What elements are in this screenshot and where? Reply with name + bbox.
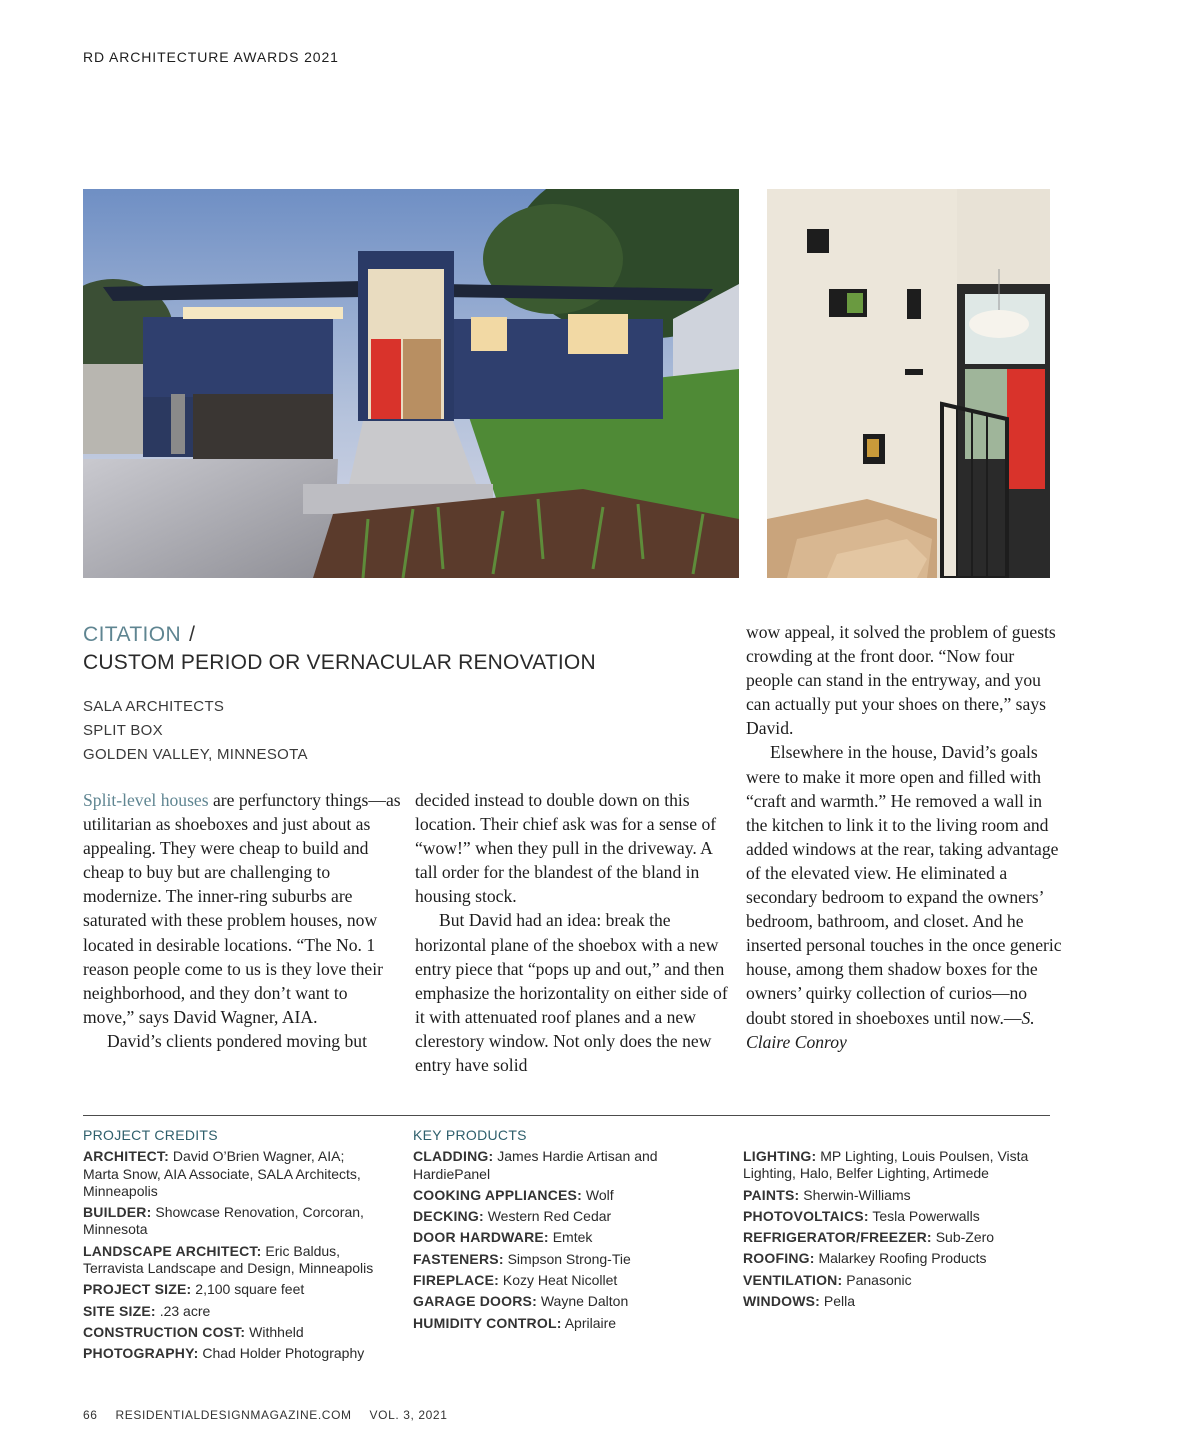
- product-item: [743, 1229, 1050, 1246]
- award-separator: /: [189, 623, 195, 646]
- key-products-column-2: [743, 1148, 1050, 1314]
- page-footer: [83, 1408, 461, 1422]
- product-item: [413, 1187, 713, 1204]
- product-value: MP Lighting, Louis Poulsen, Vista Lighting, Halo, Belfer Lighting, Artimede: [743, 1148, 1029, 1182]
- product-value: Western Red Cedar: [487, 1208, 612, 1225]
- product-label: DECKING:: [413, 1208, 484, 1225]
- product-item: [413, 1293, 713, 1310]
- credit-label: PROJECT SIZE:: [83, 1281, 192, 1298]
- product-value: Malarkey Roofing Products: [818, 1250, 987, 1267]
- product-item: [413, 1229, 713, 1246]
- product-value: Kozy Heat Nicollet: [502, 1272, 618, 1289]
- project-credits-heading: PROJECT CREDITS: [83, 1127, 218, 1143]
- article-paragraph: decided instead to double down on this location. Their chief ask was for a sense of “wow!” when they pull in the driveway. A tall order for the blandest of the bland in housing stock.: [415, 790, 717, 907]
- article-paragraph: But David had an idea: break the horizontal plane of the shoebox with a new entry piece that “pops up and out,” and then emphasize the horizontality on either side of it with attenuated roof planes and a new clerestory window. Not only does the new entry have solid: [415, 910, 728, 1076]
- product-value: Emtek: [552, 1229, 593, 1246]
- product-item: [413, 1148, 713, 1183]
- credit-label: BUILDER:: [83, 1204, 152, 1221]
- interior-stair-illustration: [767, 189, 1050, 578]
- footer-site: RESIDENTIALDESIGNMAGAZINE.COM: [115, 1408, 352, 1422]
- credit-item: [83, 1148, 383, 1200]
- product-label: COOKING APPLIANCES:: [413, 1186, 582, 1203]
- product-label: CLADDING:: [413, 1148, 494, 1165]
- credit-value: Chad Holder Photography: [202, 1345, 365, 1362]
- product-label: WINDOWS:: [743, 1293, 821, 1310]
- product-item: [743, 1208, 1050, 1225]
- project-firm: SALA ARCHITECTS: [83, 698, 225, 715]
- article-paragraph: David’s clients pondered moving but: [107, 1030, 367, 1051]
- article-byline: S. Claire Conroy: [746, 1007, 1035, 1052]
- project-name: SPLIT BOX: [83, 722, 163, 739]
- exterior-house-illustration: [83, 189, 739, 578]
- product-value: Sub-Zero: [935, 1229, 995, 1246]
- credit-value: Showcase Renovation, Corcoran, Minnesota: [83, 1204, 364, 1238]
- credit-value: Eric Baldus, Terravista Landscape and Design, Minneapolis: [83, 1242, 374, 1277]
- article-column-3: [746, 620, 1064, 1054]
- article-column-1: [83, 788, 401, 1053]
- award-category: CITATION: [83, 623, 182, 646]
- product-item: [413, 1251, 713, 1268]
- credit-label: ARCHITECT:: [83, 1148, 169, 1165]
- product-item: [743, 1250, 1050, 1267]
- product-value: Pella: [823, 1293, 856, 1310]
- article-text: Elsewhere in the house, David’s goals were to make it more open and filled with “craft and warmth.” He removed a wall in the kitchen to link it to the living room and added windows at the rear, taking advantage of the elevated view. He eliminated a secondary bedroom to expand the owners’ bedroom, bathroom, and closet. And he inserted personal touches in the once generic house, among them shadow boxes for the owners’ quirky collection of curios—no doubt stored in shoeboxes until now.—: [746, 742, 1062, 1028]
- product-label: GARAGE DOORS:: [413, 1293, 537, 1310]
- product-label: PHOTOVOLTAICS:: [743, 1207, 869, 1224]
- credit-value: .23 acre: [159, 1302, 211, 1319]
- credit-item: [83, 1324, 383, 1341]
- product-item: [743, 1293, 1050, 1310]
- credit-item: [83, 1204, 383, 1239]
- product-item: [413, 1315, 713, 1332]
- award-category-line: [83, 621, 723, 649]
- product-label: FASTENERS:: [413, 1250, 504, 1267]
- product-value: Wolf: [585, 1186, 614, 1203]
- project-location: GOLDEN VALLEY, MINNESOTA: [83, 746, 308, 763]
- product-value: James Hardie Artisan and HardiePanel: [413, 1148, 658, 1182]
- product-item: [743, 1187, 1050, 1204]
- credit-value: Withheld: [249, 1323, 304, 1340]
- interior-photo: [767, 189, 1050, 578]
- product-value: Simpson Strong-Tie: [507, 1250, 631, 1267]
- project-credits: [83, 1127, 383, 1367]
- product-label: DOOR HARDWARE:: [413, 1229, 549, 1246]
- product-label: PAINTS:: [743, 1186, 800, 1203]
- credit-item: [83, 1303, 383, 1320]
- product-item: [413, 1272, 713, 1289]
- product-item: [413, 1208, 713, 1225]
- credit-item: [83, 1281, 383, 1298]
- article-lead-in: Split-level houses: [83, 790, 209, 810]
- product-label: HUMIDITY CONTROL:: [413, 1314, 562, 1331]
- product-value: Panasonic: [846, 1271, 912, 1288]
- product-value: Aprilaire: [564, 1314, 617, 1331]
- credit-label: CONSTRUCTION COST:: [83, 1323, 246, 1340]
- project-meta: [83, 695, 723, 767]
- article-paragraph: [746, 740, 1064, 1053]
- product-value: Sherwin-Williams: [803, 1186, 911, 1203]
- product-item: [743, 1148, 1050, 1183]
- product-label: LIGHTING:: [743, 1148, 817, 1164]
- product-value: Wayne Dalton: [540, 1293, 629, 1310]
- credit-value: David O’Brien Wagner, AIA; Marta Snow, AIA Associate, SALA Architects, Minneapolis: [83, 1148, 361, 1199]
- credit-item: [83, 1243, 383, 1278]
- running-head: RD ARCHITECTURE AWARDS 2021: [83, 49, 339, 65]
- product-label: VENTILATION:: [743, 1271, 843, 1288]
- product-label: ROOFING:: [743, 1250, 815, 1267]
- product-label: REFRIGERATOR/FREEZER:: [743, 1229, 932, 1246]
- credit-value: 2,100 square feet: [195, 1281, 305, 1298]
- section-divider: [83, 1115, 1050, 1116]
- award-subcategory: CUSTOM PERIOD OR VERNACULAR RENOVATION: [83, 651, 596, 674]
- credit-label: LANDSCAPE ARCHITECT:: [83, 1242, 262, 1259]
- product-item: [743, 1272, 1050, 1289]
- article-paragraph: [83, 788, 401, 1029]
- product-label: FIREPLACE:: [413, 1272, 499, 1289]
- article-text: are perfunctory things—as utilitarian as shoeboxes and just about as appealing. They were cheap to build and cheap to buy but are challenging to modernize. The inner-ring suburbs are saturated with these problem houses, now located in desirable locations. “The No. 1 reason people come to us is they love their neighborhood, and they don’t want to move,” says David Wagner, AIA.: [83, 790, 401, 1027]
- award-heading-block: [83, 621, 723, 767]
- exterior-photo: [83, 189, 739, 578]
- credit-label: PHOTOGRAPHY:: [83, 1345, 199, 1362]
- article-paragraph: wow appeal, it solved the problem of guests crowding at the front door. “Now four people can stand in the entryway, and you can actually put your shoes on there,” says David.: [746, 622, 1056, 739]
- credit-item: [83, 1345, 383, 1362]
- key-products-column-1: [413, 1127, 713, 1336]
- article-column-2: [415, 788, 733, 1077]
- page-number: 66: [83, 1408, 98, 1422]
- product-value: Tesla Powerwalls: [872, 1207, 980, 1224]
- footer-issue: VOL. 3, 2021: [369, 1408, 448, 1422]
- credit-label: SITE SIZE:: [83, 1302, 156, 1319]
- key-products-heading: KEY PRODUCTS: [413, 1127, 527, 1143]
